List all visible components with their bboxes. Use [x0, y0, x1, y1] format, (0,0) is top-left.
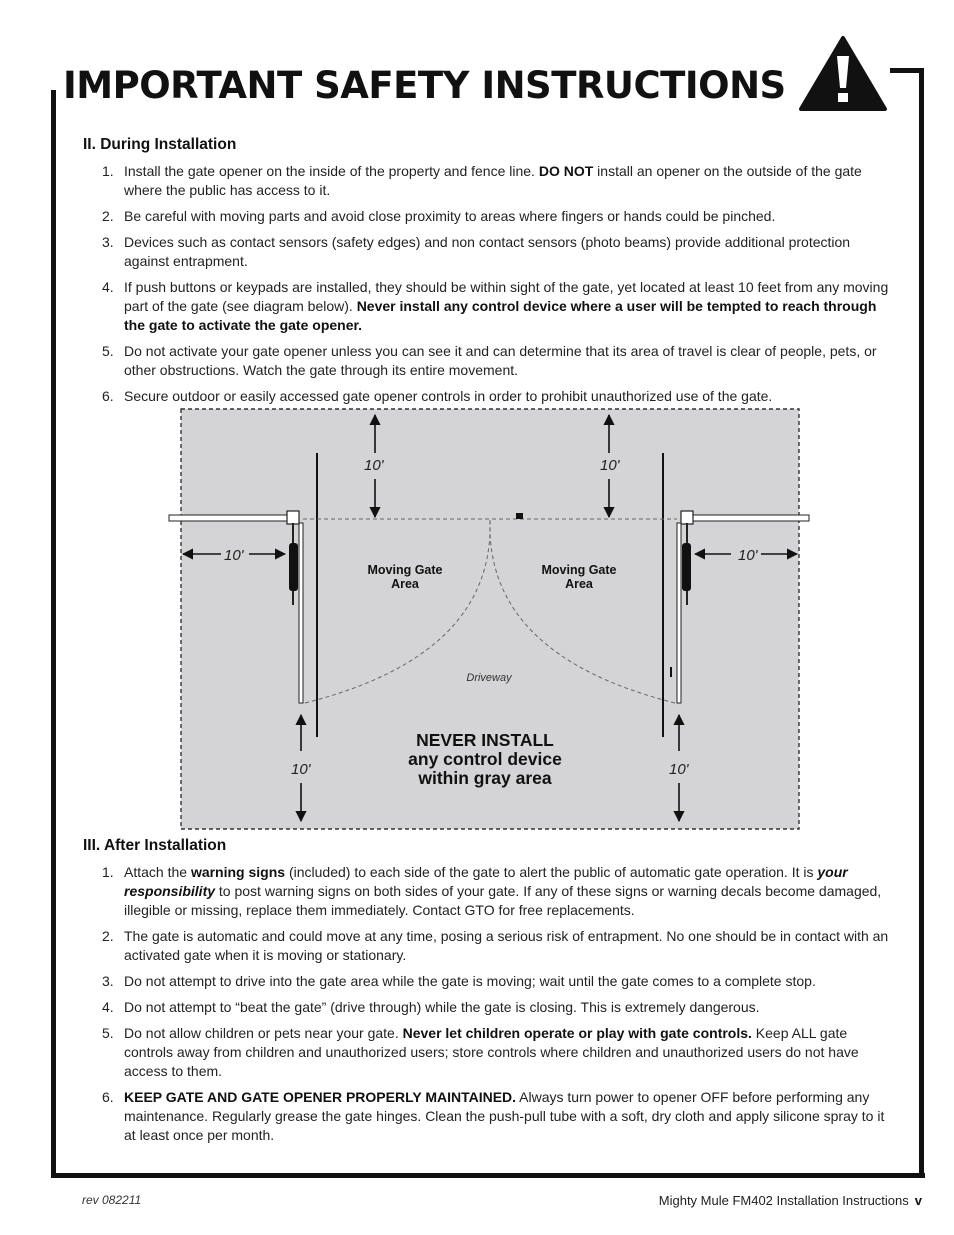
list-item: 6. Secure outdoor or easily accessed gate opener controls in order to prohibit unauthorized use of the gate.	[102, 388, 773, 404]
dimension-label-left: 10'	[224, 547, 244, 564]
after-installation-list	[83, 863, 895, 1152]
moving-area-right-line2: Area	[565, 577, 593, 591]
dimension-label-top-left: 10'	[364, 457, 384, 474]
dimension-label-right: 10'	[738, 547, 758, 564]
list-item: 1. Attach the warning signs (included) to each side of the gate to alert the public of automatic gate operation. It is your responsibility to post warning signs on both sides of your gate. If any of these signs or warning decals become damaged, illegible or missing, replace them immediately. Contact GTO for free replacements.	[102, 864, 882, 918]
section-heading-after-installation: III. After Installation	[83, 837, 227, 854]
list-item: 1. Install the gate opener on the inside of the property and fence line. DO NOT install an opener on the outside of the gate where the public has access to it.	[102, 163, 862, 198]
during-installation-list	[83, 162, 895, 413]
moving-area-right-line1: Moving Gate	[541, 563, 617, 577]
list-item: 4. If push buttons or keypads are installed, they should be within sight of the gate, yet located at least 10 feet from any moving part of the gate (see diagram below). Never install any control device where a user will be tempted to reach through the gate to activate the gate opener.	[102, 279, 889, 333]
driveway-label: Driveway	[466, 672, 512, 684]
page-number: v	[914, 1193, 922, 1208]
moving-area-left-line1: Moving Gate	[367, 563, 443, 577]
warning-text-line2: any control device	[408, 749, 562, 769]
page-frame-bottom	[51, 1173, 925, 1178]
dimension-label-bottom-left: 10'	[291, 761, 311, 778]
dimension-label-top-right: 10'	[600, 457, 620, 474]
revision-label: rev 082211	[82, 1193, 142, 1207]
list-item: 2. The gate is automatic and could move at any time, posing a serious risk of entrapment. No one should be in contact with an activated gate when it is moving or stationary.	[102, 928, 889, 963]
footer-document-title	[659, 1193, 922, 1208]
moving-area-left-line2: Area	[391, 577, 419, 591]
dimension-label-bottom-right: 10'	[669, 761, 689, 778]
list-item: 4. Do not attempt to “beat the gate” (drive through) while the gate is closing. This is extremely dangerous.	[102, 999, 760, 1015]
gate-clearance-diagram	[165, 405, 815, 835]
page-frame-right-top	[890, 68, 924, 73]
list-item: 3. Do not attempt to drive into the gate area while the gate is moving; wait until the gate comes to a complete stop.	[102, 973, 816, 989]
list-item: 5. Do not activate your gate opener unless you can see it and can determine that its area of travel is clear of people, pets, or other obstructions. Watch the gate through its entire movement.	[102, 343, 877, 378]
page-frame-left	[51, 90, 56, 1178]
list-item: 3. Devices such as contact sensors (safety edges) and non contact sensors (photo beams) provide additional protection against entrapment.	[102, 234, 851, 269]
list-item: 5. Do not allow children or pets near your gate. Never let children operate or play with gate controls. Keep ALL gate controls away from children and unauthorized users; store controls where children and unauthorized users do not have access to them.	[102, 1025, 859, 1079]
list-item: 6. KEEP GATE AND GATE OPENER PROPERLY MAINTAINED. Always turn power to opener OFF before performing any maintenance. Regularly grease the gate hinges. Clean the push-pull tube with a soft, dry cloth and apply silicone spray to it at least once per month.	[102, 1089, 885, 1143]
list-item: 2. Be careful with moving parts and avoid close proximity to areas where fingers or hands could be pinched.	[102, 208, 776, 224]
page-frame-right	[919, 68, 924, 1178]
warning-text-line3: within gray area	[418, 768, 552, 788]
page-title: IMPORTANT SAFETY INSTRUCTIONS	[63, 64, 786, 107]
warning-triangle-icon	[798, 36, 888, 112]
warning-text-line1: NEVER INSTALL	[416, 730, 554, 750]
section-heading-during-installation: II. During Installation	[83, 136, 237, 153]
footer-doc-name: Mighty Mule FM402 Installation Instructions	[658, 1193, 909, 1208]
